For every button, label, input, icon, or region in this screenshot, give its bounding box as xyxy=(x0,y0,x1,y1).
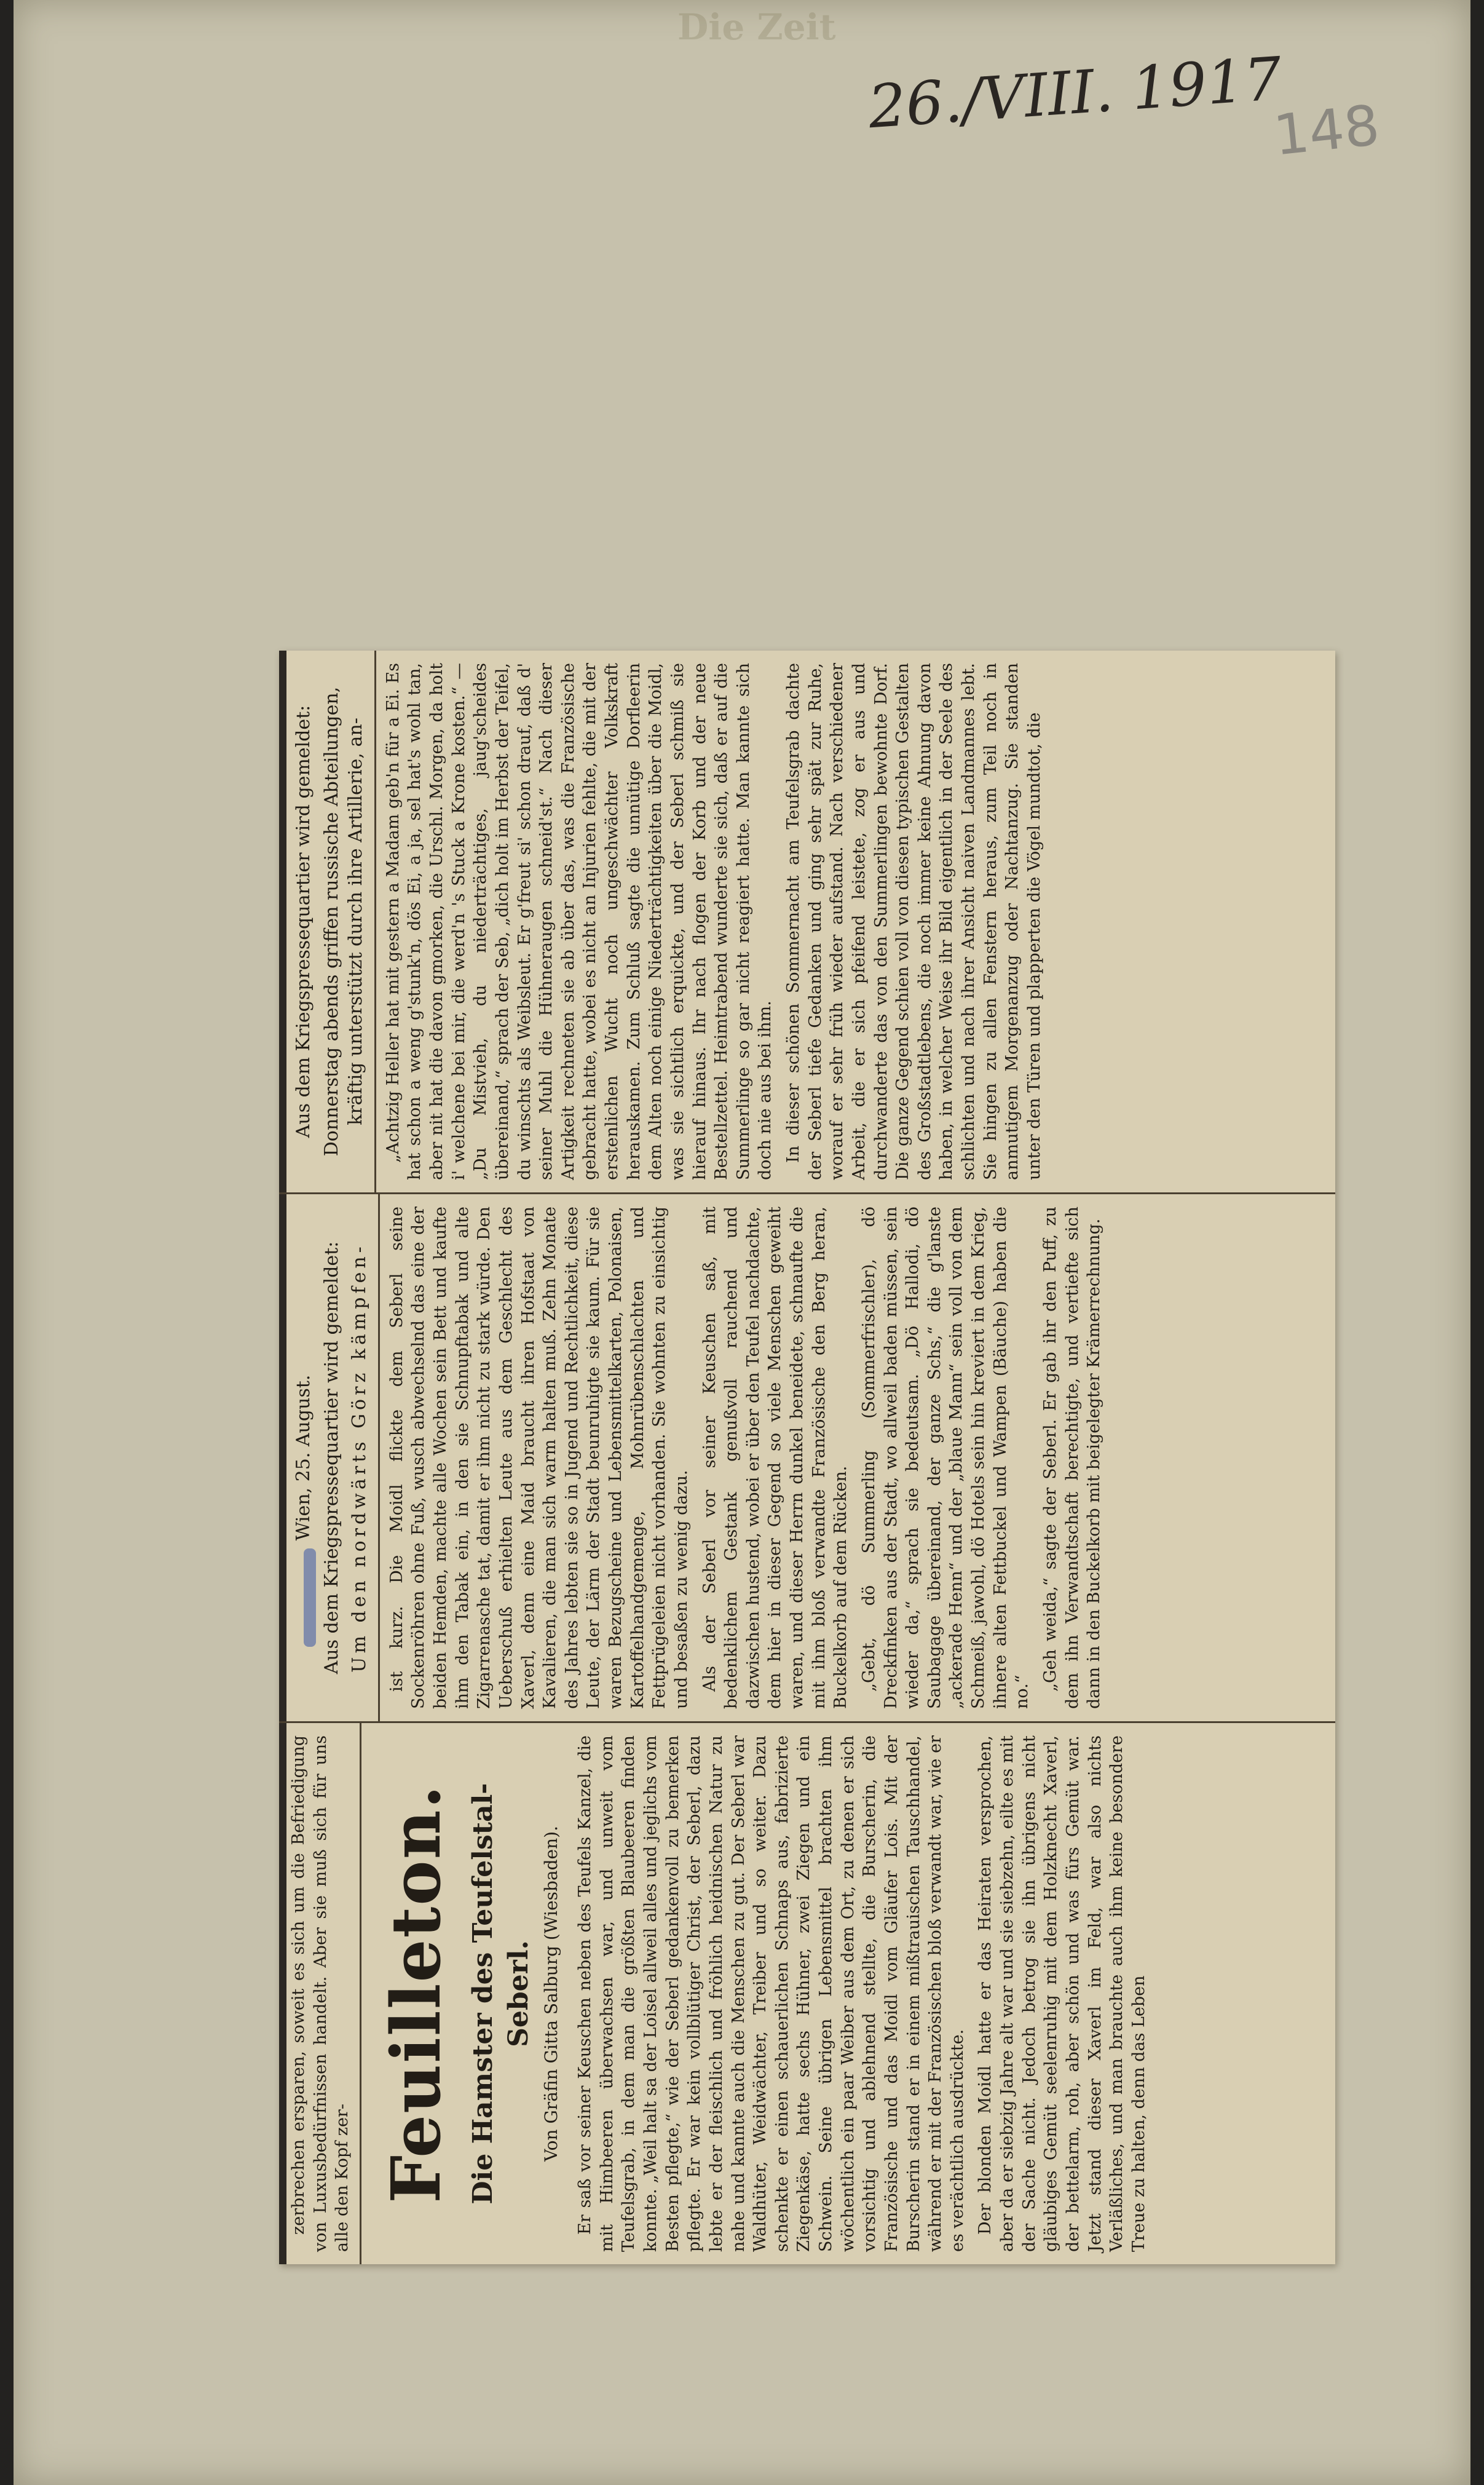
dispatch-front: Um den nordwärts Görz kämpfen- xyxy=(349,1243,371,1673)
article-paragraph: Er saß vor seiner Keuschen neben des Teufels Kanzel, die mit Himbeeren überwachsen war, und unweit vom Teufelsgrab, in dem man die größten Blaubeeren finden konnte. „Weil halt sa der Loisel allweil alles und jeglichs vom Besten pflegte,“ wie der Seberl gedankenvoll zu bemerken pflegte. Er war kein vollblütiger Christ, der Seberl, dazu lebte er der fleischlich und fröhlich heidnischen Natur zu nahe und kannte auch die Menschen zu gut. Der Seberl war Waldhüter, Weidwächter, Treiber und so weiter. Dazu schenkte er einen schauerlichen Schnaps aus, fabrizierte Ziegenkäse, hatte sechs Hühner, zwei Ziegen und ein Schwein. Seine übrigen Lebensmittel brachten ihm wöchentlich ein paar Weiber aus dem Ort, zu denen er sich vorsichtig und ablehnend stellte, die Burscherin, die Französische und das Moidl vom Gläufer Lois. Mit der Burscherin stand er in einem mißtrauischen Tauschhandel, während er mit der Französischen bloß verwandt war, wie er es verächtlich ausdrückte. xyxy=(575,1735,967,2252)
article-paragraph: „Geh weida,“ sagte der Seberl. Er gab ihr den Puff, zu dem ihn Verwandtschaft berechtigte, und vertiefte sich dann in den Buckelkorb mit beigelegter Krämerrechnung. xyxy=(1040,1207,1104,1709)
article-paragraph: Der blonden Moidl hatte er das Heiraten versprochen, aber da er siebzig Jahre alt war und sie siebzehn, eilte es mit der Sache nicht. Jedoch betrog sie ihn übrigens nicht gläubiges Gemüt seelenruhig mit dem Holzknecht Xaverl, der bettelarm, roh, aber schön und was fürs Gemüt war. Jetzt stand dieser Xaverl im Feld, war also nichts Verläßliches, und man brauchte auch ihm keine besondere Treue zu halten, denn das Leben xyxy=(976,1735,1148,2252)
dispatch-heading: Aus dem Kriegspressequartier wird gemeldet: xyxy=(320,1241,342,1675)
faint-newspaper-stamp: Die Zeit xyxy=(677,6,836,48)
dispatch-dateline: Wien, 25. August. xyxy=(293,1374,314,1541)
rotated-text-block xyxy=(279,651,1335,2264)
column-middle xyxy=(279,1194,1335,1723)
divider xyxy=(378,1194,380,1721)
dispatch-text: Donnerstag abends griffen russische Abteilungen, kräftig unterstützt durch ihre Artillerie, an- xyxy=(320,686,367,1157)
article-paragraph: In dieser schönen Sommernacht am Teufelsgrab dachte der Seberl tiefe Gedanken und ging sehr spät zur Ruhe, worauf er sehr früh wieder aufstand. Nach verschiedener Arbeit, die er sich pfeifend leistete, zog er aus und durchwanderte das von den Summerlingen bewohnte Dorf. Die ganze Gegend schien voll von diesen typischen Gestalten des Großstadtlebens, die noch immer keine Ahnung davon haben, in welcher Weise ihr Bild eigentlich in der Seele des schlichten und nach ihrer Ansicht naiven Landmannes lebt. Sie hingen zu allen Fenstern heraus, zum Teil noch in anmutigem Morgenanzug oder Nachtanzug. Sie standen unter den Türen und plapperten die Vögel mundtot, die xyxy=(784,663,1044,1180)
article-paragraph: ist kurz. Die Moidl flickte dem Seberl seine Sockenröhren ohne Fuß, wusch abwechselnd das eine der beiden Hemden, machte alle Wochen sein Bett und kaufte ihm den Tabak ein, in den sie Schnupftabak und alte Zigarrenasche tat, damit er ihm nicht zu stark würde. Den Ueberschuß erhielten Leute aus dem Geschlecht des Xaverl, denn eine Maid braucht ihren Hofstaat von Kavalieren, die man sich warm halten muß. Zehn Monate des Jahres lebten sie so in Jugend und Rechtlichkeit, diese Leute, der Lärm der Stadt beunruhigte sie kaum. Für sie waren Bezugscheine und Lebensmittelkarten, Polonaisen, Kartoffelhandgemenge, Mohnrübenschlachten und Fettprügeleien nicht vorhanden. Sie wohnten zu einsichtig und besaßen zu wenig dazu. xyxy=(387,1207,691,1709)
article-paragraph: „Gebt, dö Summerling (Sommerfrischler), dö Dreckfinken aus der Stadt, wo allweil baden müssen, sein wieder da,“ sprach sie bedeutsam. „Dö Hallodi, dö Saubagage übereinand, der ganze Schs,“ die g'lanste „ackerade Henn“ und der „blaue Mann“ sein voll von dem Schmeiß, jawohl, dö Hotels sein hin kreviert in dem Krieg, ihnere alten Fettbuckel und Wampen (Bäuche) haben die no.“ xyxy=(859,1207,1032,1709)
feuilleton-heading: Feuilleton. xyxy=(376,1784,456,2203)
column-right xyxy=(279,651,1335,1194)
divider xyxy=(360,1723,361,2264)
blue-pencil-mark xyxy=(304,1548,316,1647)
column-feuilleton xyxy=(279,1723,1335,2264)
newspaper-clipping xyxy=(279,651,1335,2264)
article-byline: Von Gräfin Gitta Salburg (Wiesbaden). xyxy=(541,1826,562,2162)
archive-sheet xyxy=(14,0,1470,2485)
folio-number: 148 xyxy=(1270,93,1383,168)
divider xyxy=(374,651,376,1192)
article-paragraph: „Achtzig Heller hat mit gestern a Madam geb'n für a Ei. Es hat schon a weng g'stunk'n, dös Ei, a ja, sel hat's wohl tan, aber nit hat die davon gmorken, die Urschl. Morgen, da holt i' welchene bei mir, die werd'n 's Stuck a Krone kosten.“ — „Du Mistvieh, du niederträchtiges, jaug'scheides übereinand,“ sprach der Seb, „dich holt im Herbst der Teifel, du winschts als Weibsleut. Er g'freut si' schon drauf, daß d' seiner Muhl die Hühneraugen schneid'st.“ Nach dieser Artigkeit rechneten sie ab über das, was die Französische gebracht hatte, wobei es nicht an Injurien fehlte, die mit der erstenlichen Wucht noch ungeschwächter Volkskraft herauskamen. Zum Schluß sagte die unnütige Dorfleerin dem Alten noch einige Niederträchtigkeiten über die Moidl, was sie sichtlich erquickte, und der Seberl schmiß sie hierauf hinaus. Ihr nach flogen der Korb und der neue Bestellzettel. Heimtrabend wunderte sie sich, daß er auf die Summerlinge so gar nicht reagiert hatte. Man kannte sich doch nie aus bei ihm. xyxy=(383,663,775,1180)
dispatch-heading: Aus dem Kriegspressequartier wird gemeldet: xyxy=(293,705,314,1138)
column-top-text: zerbrechen ersparen, soweit es sich um die Befriedigung von Luxusbedürfnissen handelt. Aber sie muß sich für uns alle den Kopf zer- xyxy=(289,1735,352,2252)
article-paragraph: Als der Seberl vor seiner Keuschen saß, mit bedenklichem Gestank genußvoll rauchend und dazwischen hustend, wobei er über den Teufel nachdachte, dem hier in dieser Gegend so viele Menschen geweiht waren, und dieser Herrn dunkel beneidete, schnaufte die mit ihm bloß verwandte Französische den Berg heran, Buckelkorb auf dem Rücken. xyxy=(700,1207,851,1709)
handwritten-date: 26./VIII. 1917 xyxy=(866,44,1284,142)
article-title: Die Hamster des Teufelstal-Seberl. xyxy=(467,1783,535,2205)
